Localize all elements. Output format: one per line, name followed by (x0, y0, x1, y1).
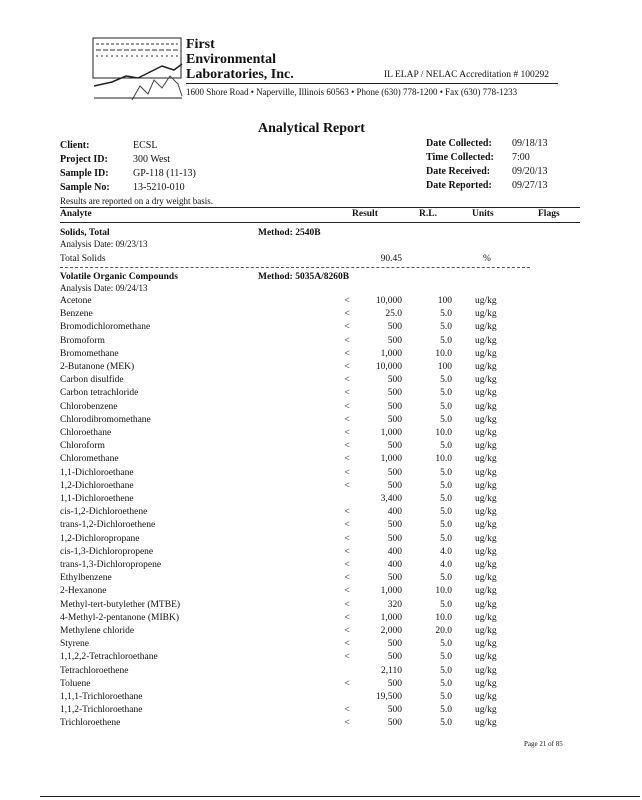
less-than-marker: < (344, 414, 350, 425)
less-than-marker: < (344, 348, 350, 359)
table-row (60, 375, 580, 388)
less-than-marker: < (344, 375, 350, 386)
analyte-result: 500 (387, 401, 402, 412)
table-row (60, 336, 580, 349)
solids-analysis-date: Analysis Date: 09/23/13 (60, 239, 148, 249)
less-than-marker: < (344, 586, 350, 597)
table-row (60, 652, 580, 665)
analyte-rl: 5.0 (440, 322, 452, 333)
analyte-rl: 10.0 (435, 586, 452, 597)
analyte-result: 10,000 (375, 362, 402, 372)
date-collected-value: 09/18/13 (512, 138, 548, 149)
less-than-marker: < (344, 612, 350, 623)
analyte-result: 500 (387, 533, 402, 544)
col-rl: R.L. (419, 209, 437, 219)
analyte-units: ug/kg (475, 599, 497, 610)
table-row (60, 692, 580, 705)
analyte-name: 1,2-Dichloropropane (60, 533, 140, 544)
solids-method: Method: 2540B (258, 228, 321, 238)
analyte-rl: 5.0 (440, 652, 452, 663)
analyte-units: ug/kg (475, 335, 497, 346)
table-row (60, 679, 580, 692)
analyte-name: trans-1,3-Dichloropropene (60, 560, 162, 570)
analyte-result: 25.0 (385, 309, 402, 320)
analyte-units: ug/kg (475, 612, 497, 623)
analyte-units: ug/kg (475, 546, 497, 557)
analyte-rl: 10.0 (435, 454, 452, 465)
analyte-result: 500 (387, 322, 402, 333)
table-row (60, 481, 580, 494)
analyte-rl: 10.0 (435, 348, 452, 359)
analyte-result: 3,400 (380, 494, 402, 504)
table-row (60, 507, 580, 520)
analyte-name: Acetone (60, 296, 92, 306)
table-row (60, 322, 580, 335)
analyte-result: 400 (387, 546, 402, 557)
analyte-name: trans-1,2-Dichloroethene (60, 520, 156, 531)
analyte-result: 2,110 (380, 665, 402, 676)
analyte-rl: 5.0 (440, 705, 452, 716)
table-row (60, 613, 580, 626)
analyte-units: ug/kg (475, 560, 497, 570)
less-than-marker: < (344, 388, 350, 399)
analyte-rl: 10.0 (435, 428, 452, 438)
analyte-name: 1,1,1-Trichloroethane (60, 692, 143, 702)
analyte-units: ug/kg (475, 348, 497, 359)
less-than-marker: < (344, 401, 350, 412)
analyte-name: 1,2-Dichloroethane (60, 480, 134, 491)
analyte-result: 320 (387, 599, 402, 610)
analyte-units: ug/kg (475, 520, 497, 531)
less-than-marker: < (344, 705, 350, 716)
analyte-units: ug/kg (475, 296, 497, 306)
less-than-marker: < (344, 573, 350, 584)
analyte-rl: 5.0 (440, 494, 452, 504)
less-than-marker: < (344, 599, 350, 610)
analyte-units: ug/kg (475, 692, 497, 702)
analyte-result: 400 (387, 507, 402, 518)
less-than-marker: < (344, 507, 350, 518)
less-than-marker: < (344, 454, 350, 465)
analyte-rl: 5.0 (440, 388, 452, 399)
analyte-rl: 5.0 (440, 467, 452, 478)
table-row (60, 415, 580, 428)
analyte-units: ug/kg (475, 573, 497, 584)
analyte-units: ug/kg (475, 480, 497, 491)
accreditation: IL ELAP / NELAC Accreditation # 100292 (384, 70, 549, 80)
client-value: ECSL (133, 140, 158, 151)
analyte-name: Bromomethane (60, 348, 119, 359)
voc-method: Method: 5035A/8260B (258, 272, 350, 282)
table-row (60, 534, 580, 547)
analyte-rl: 5.0 (440, 375, 452, 386)
analyte-name: Ethylbenzene (60, 573, 112, 584)
table-row (60, 296, 580, 309)
analyte-units: ug/kg (475, 705, 497, 716)
analyte-units: ug/kg (475, 309, 497, 320)
sample-id-value: GP-118 (11-13) (133, 168, 196, 179)
table-row (60, 309, 580, 322)
date-collected-label: Date Collected: (426, 138, 492, 149)
analyte-units: ug/kg (475, 467, 497, 478)
analyte-name: 1,1-Dichloroethane (60, 467, 134, 478)
analyte-result: 500 (387, 639, 402, 650)
table-row (60, 586, 580, 599)
table-row (60, 388, 580, 401)
less-than-marker: < (344, 296, 350, 306)
table-row (60, 362, 580, 375)
table-row (60, 626, 580, 639)
analyte-rl: 5.0 (440, 573, 452, 584)
less-than-marker: < (344, 533, 350, 544)
analyte-result: 500 (387, 414, 402, 425)
analyte-name: Carbon disulfide (60, 375, 124, 386)
analyte-units: ug/kg (475, 414, 497, 425)
analyte-units: ug/kg (475, 639, 497, 650)
analyte-result: 90.45 (380, 254, 402, 264)
table-row (60, 718, 580, 731)
analyte-rl: 5.0 (440, 520, 452, 531)
report-title: Analytical Report (258, 121, 365, 136)
analyte-units: ug/kg (475, 678, 497, 689)
analyte-result: 500 (387, 573, 402, 584)
analyte-units: ug/kg (475, 652, 497, 663)
analyte-units: ug/kg (475, 362, 497, 372)
dry-weight-note: Results are reported on a dry weight basis. (60, 196, 213, 206)
project-value: 300 West (133, 154, 171, 165)
less-than-marker: < (344, 639, 350, 650)
analyte-name: Benzene (60, 309, 93, 320)
analyte-result: 500 (387, 520, 402, 531)
table-row (60, 441, 580, 454)
date-reported-label: Date Reported: (426, 180, 492, 191)
analyte-rl: 5.0 (440, 692, 452, 702)
project-label: Project ID: (60, 154, 108, 165)
voc-analysis-date: Analysis Date: 09/24/13 (60, 283, 148, 293)
less-than-marker: < (344, 480, 350, 491)
analyte-name: 2-Hexanone (60, 586, 107, 597)
analyte-units: ug/kg (475, 428, 497, 438)
analyte-result: 500 (387, 467, 402, 478)
sample-no-label: Sample No: (60, 182, 110, 193)
analyte-result: 500 (387, 375, 402, 386)
analyte-name: cis-1,2-Dichloroethene (60, 507, 148, 518)
table-row (60, 454, 580, 467)
sample-no-value: 13-5210-010 (133, 182, 185, 193)
time-collected-label: Time Collected: (426, 152, 494, 163)
analyte-name: Chlorodibromomethane (60, 414, 151, 425)
col-result: Result (352, 209, 378, 219)
analyte-result: 1,000 (380, 612, 402, 623)
date-received-value: 09/20/13 (512, 166, 548, 177)
company-name-line2: Environmental (186, 52, 276, 67)
analyte-name: 2-Butanone (MEK) (60, 362, 135, 372)
analyte-name: 4-Methyl-2-pentanone (MIBK) (60, 612, 179, 623)
analyte-rl: 20.0 (435, 626, 452, 636)
analyte-name: 1,1,2,2-Tetrachloroethane (60, 652, 158, 663)
analyte-units: ug/kg (475, 494, 497, 504)
analyte-rl: 100 (437, 362, 452, 372)
time-collected-value: 7:00 (512, 152, 530, 163)
table-row (60, 428, 580, 441)
table-row (60, 402, 580, 415)
analyte-units: ug/kg (475, 322, 497, 333)
analyte-result: 2,000 (380, 626, 402, 636)
analyte-rl: 5.0 (440, 335, 452, 346)
less-than-marker: < (344, 546, 350, 557)
less-than-marker: < (344, 441, 350, 452)
table-row (60, 349, 580, 362)
page-number: Page 21 of 85 (524, 740, 563, 748)
table-row (60, 560, 580, 573)
company-address: 1600 Shore Road • Naperville, Illinois 60563 • Phone (630) 778-1200 • Fax (630) 778-1233 (186, 87, 518, 97)
analyte-rl: 5.0 (440, 441, 452, 452)
analyte-name: Methylene chloride (60, 626, 135, 636)
analyte-name: 1,1,2-Trichloroethane (60, 705, 143, 716)
table-row (60, 639, 580, 652)
analyte-name: Trichloroethene (60, 718, 121, 729)
analyte-result: 1,000 (380, 348, 402, 359)
analyte-rl: 5.0 (440, 401, 452, 412)
analyte-units: ug/kg (475, 507, 497, 518)
analyte-result: 500 (387, 678, 402, 689)
table-row (60, 254, 580, 267)
analyte-rl: 5.0 (440, 309, 452, 320)
col-units: Units (472, 209, 494, 219)
analyte-rl: 4.0 (440, 560, 452, 570)
less-than-marker: < (344, 309, 350, 320)
analyte-units: ug/kg (475, 586, 497, 597)
company-logo (92, 36, 184, 100)
analyte-result: 1,000 (380, 586, 402, 597)
analyte-rl: 100 (437, 296, 452, 306)
analyte-rl: 5.0 (440, 718, 452, 729)
table-row (60, 600, 580, 613)
sample-id-label: Sample ID: (60, 168, 109, 179)
analyte-result: 400 (387, 560, 402, 570)
analyte-rl: 5.0 (440, 599, 452, 610)
analyte-name: Chloromethane (60, 454, 119, 465)
voc-section-title: Volatile Organic Compounds (60, 272, 178, 282)
analyte-name: Tetrachloroethene (60, 665, 129, 676)
analyte-rl: 5.0 (440, 533, 452, 544)
table-row (60, 666, 580, 679)
analyte-units: ug/kg (475, 375, 497, 386)
analyte-units: ug/kg (475, 401, 497, 412)
table-row (60, 573, 580, 586)
col-analyte: Analyte (60, 209, 92, 219)
less-than-marker: < (344, 560, 350, 570)
analyte-name: Styrene (60, 639, 90, 650)
analyte-rl: 5.0 (440, 507, 452, 518)
company-name-line3: Laboratories, Inc. (186, 67, 294, 82)
analyte-name: Bromodichloromethane (60, 322, 151, 333)
less-than-marker: < (344, 652, 350, 663)
analyte-name: Methyl-tert-butylether (MTBE) (60, 599, 181, 610)
analyte-result: 1,000 (380, 454, 402, 465)
analyte-units: ug/kg (475, 441, 497, 452)
analyte-result: 500 (387, 652, 402, 663)
solids-section-title: Solids, Total (60, 228, 110, 238)
less-than-marker: < (344, 335, 350, 346)
analyte-result: 500 (387, 441, 402, 452)
less-than-marker: < (344, 428, 350, 438)
less-than-marker: < (344, 520, 350, 531)
analyte-name: Bromoform (60, 335, 105, 346)
analyte-result: 500 (387, 388, 402, 399)
table-row (60, 705, 580, 718)
analyte-rl: 4.0 (440, 546, 452, 557)
analyte-name: Chlorobenzene (60, 401, 118, 412)
analyte-units: ug/kg (475, 533, 497, 544)
less-than-marker: < (344, 362, 350, 372)
analyte-rl: 10.0 (435, 612, 452, 623)
analyte-units: ug/kg (475, 388, 497, 399)
table-row (60, 494, 580, 507)
analyte-name: Toluene (60, 678, 91, 689)
less-than-marker: < (344, 718, 350, 729)
table-row (60, 547, 580, 560)
analyte-units: ug/kg (475, 454, 497, 465)
analyte-result: 1,000 (380, 428, 402, 438)
analyte-name: cis-1,3-Dichloropropene (60, 546, 154, 557)
analyte-units: % (483, 254, 491, 264)
analyte-rl: 5.0 (440, 414, 452, 425)
analyte-result: 500 (387, 480, 402, 491)
analyte-result: 10,000 (375, 296, 402, 306)
date-received-label: Date Received: (426, 166, 491, 177)
analyte-name: Total Solids (60, 254, 106, 264)
analyte-rl: 5.0 (440, 678, 452, 689)
analyte-rl: 5.0 (440, 665, 452, 676)
less-than-marker: < (344, 322, 350, 333)
analyte-name: Carbon tetrachloride (60, 388, 139, 399)
analyte-result: 500 (387, 335, 402, 346)
analyte-name: Chloroform (60, 441, 105, 452)
analyte-result: 19,500 (375, 692, 402, 702)
less-than-marker: < (344, 626, 350, 636)
client-label: Client: (60, 140, 90, 151)
analyte-name: 1,1-Dichloroethene (60, 494, 134, 504)
less-than-marker: < (344, 467, 350, 478)
col-flags: Flags (538, 209, 560, 219)
analyte-units: ug/kg (475, 626, 497, 636)
date-reported-value: 09/27/13 (512, 180, 548, 191)
analyte-rl: 5.0 (440, 480, 452, 491)
analyte-rl: 5.0 (440, 639, 452, 650)
analyte-units: ug/kg (475, 665, 497, 676)
analyte-result: 500 (387, 718, 402, 729)
less-than-marker: < (344, 678, 350, 689)
analyte-result: 500 (387, 705, 402, 716)
analyte-name: Chloroethane (60, 428, 112, 438)
table-row (60, 468, 580, 481)
company-name-line1: First (186, 37, 215, 52)
analyte-units: ug/kg (475, 718, 497, 729)
table-row (60, 520, 580, 533)
